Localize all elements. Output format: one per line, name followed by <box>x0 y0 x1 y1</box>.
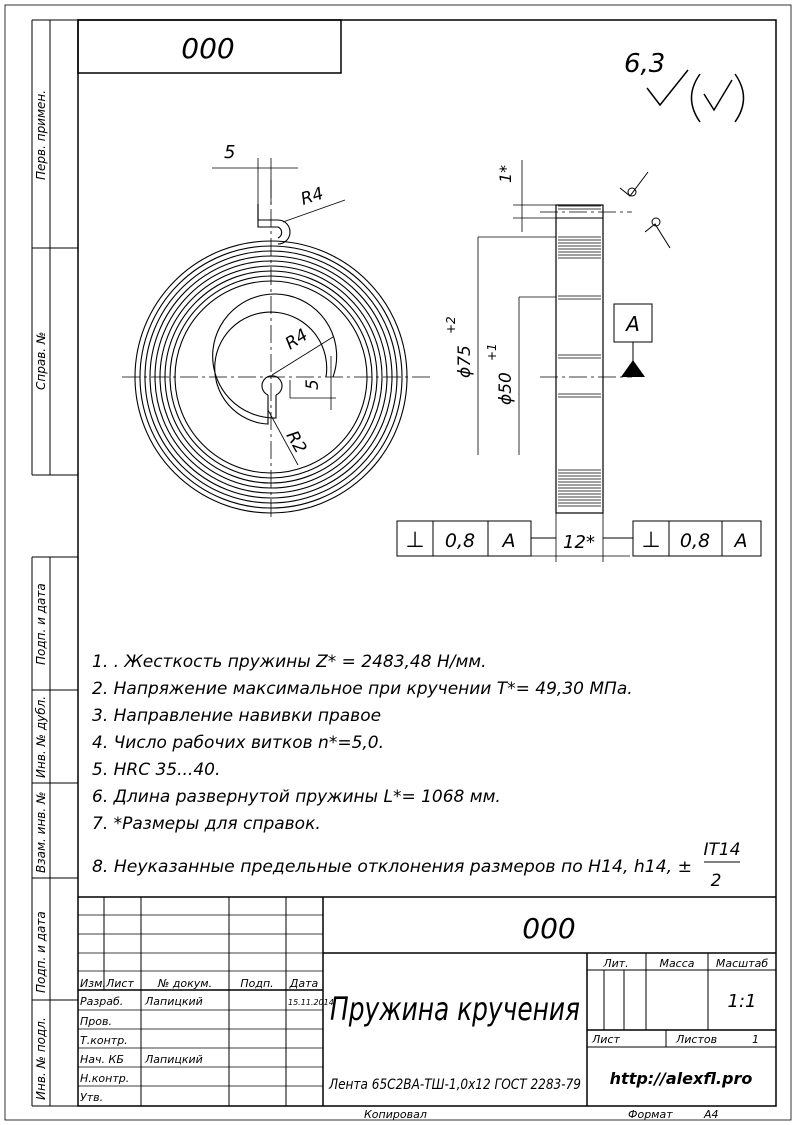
role-utv: Утв. <box>80 1091 104 1104</box>
col-data: Дата <box>289 977 319 990</box>
sheets-label: Листов <box>676 1033 718 1046</box>
tol-left-value: 0,8 <box>444 530 476 552</box>
outer-hook <box>258 204 290 244</box>
note-6: 6. Длина развернутой пружины L*= 1068 мм. <box>92 787 501 807</box>
note-8-denominator: 2 <box>710 871 722 891</box>
side-label-inv-podl: Инв. № подл. <box>34 1017 48 1100</box>
hdr-mass: Масса <box>659 957 695 970</box>
inner-hook <box>262 376 282 395</box>
tol-right-value: 0,8 <box>679 530 711 552</box>
sheets-value: 1 <box>752 1033 759 1046</box>
role-nkontr: Н.контр. <box>80 1072 130 1085</box>
dim-r2: R2 <box>281 427 311 458</box>
tol-right-symbol: ⊥ <box>641 528 661 553</box>
roughness-symbol <box>624 49 744 122</box>
side-label-podp-data-1: Подп. и дата <box>34 583 48 665</box>
spring-side-view <box>444 160 670 562</box>
roughness-parentheses <box>692 74 744 122</box>
hdr-scale: Масштаб <box>715 957 769 970</box>
title-designation: 000 <box>522 912 576 945</box>
dim-5-inner: 5 <box>303 379 323 390</box>
date-razrab: 15.11.2014 <box>288 998 334 1007</box>
note-8: 8. Неуказанные предельные отклонения размеров по H14, h14, ± <box>92 857 692 877</box>
footer-copied: Копировал <box>364 1108 427 1121</box>
note-7: 7. *Размеры для справок. <box>92 814 321 834</box>
top-designation: 000 <box>181 32 235 65</box>
part-name: Пружина кручения <box>330 990 580 1028</box>
col-list: Лист <box>106 977 134 990</box>
note-4: 4. Число рабочих витков n*=5,0. <box>92 733 385 753</box>
tolerance-frame-left <box>397 521 556 556</box>
role-tkontr: Т.контр. <box>80 1034 128 1047</box>
roughness-value: 6,3 <box>624 49 666 79</box>
col-podp: Подп. <box>240 977 274 990</box>
spring-front-view <box>122 142 432 520</box>
role-prov: Пров. <box>80 1015 112 1028</box>
dim-d50: ϕ50 <box>496 372 516 405</box>
side-label-sprav-no: Справ. № <box>34 331 48 390</box>
role-nach-kb: Нач. КБ <box>80 1053 124 1066</box>
col-izm: Изм. <box>80 977 106 990</box>
name-nach-kb: Лапицкий <box>145 1053 203 1066</box>
dim-r4-hook: R4 <box>298 183 327 210</box>
footer-format-value: А4 <box>704 1108 719 1121</box>
datum-letter: A <box>626 312 640 336</box>
side-label-vzam-inv: Взам. инв. № <box>34 791 48 873</box>
website: http://alexfl.pro <box>609 1069 753 1088</box>
side-label-perv-primen: Перв. примен. <box>34 89 48 180</box>
side-label-inv-dubl: Инв. № дубл. <box>34 695 48 778</box>
dim-d75: ϕ75 <box>455 345 475 378</box>
dim-d75-tol: +2 <box>444 316 458 334</box>
dim-d50-tol: +1 <box>485 343 499 361</box>
technical-notes <box>92 652 741 891</box>
dim-5-top: 5 <box>224 142 236 163</box>
note-1: 1. . Жесткость пружины Z* = 2483,48 Н/мм. <box>92 652 487 672</box>
col-doc: № докум. <box>157 977 213 990</box>
note-2: 2. Напряжение максимальное при кручении T*= 49,30 МПа. <box>92 679 633 699</box>
dim-12-star: 12* <box>563 532 595 553</box>
tolerance-frame-right <box>603 521 761 556</box>
material: Лента 65С2ВА-ТШ-1,0х12 ГОСТ 2283-79 <box>328 1077 582 1093</box>
name-razrab: Лапицкий <box>145 995 203 1008</box>
inner-frame <box>78 20 776 1106</box>
scale-value: 1:1 <box>727 991 757 1012</box>
datum-triangle <box>621 360 645 377</box>
title-block <box>78 897 776 1106</box>
note-5: 5. HRC 35...40. <box>92 760 221 780</box>
dim-r4-inner: R4 <box>281 325 312 355</box>
tol-left-base: A <box>502 530 516 552</box>
tol-right-base: A <box>734 530 748 552</box>
dim-1-star: 1* <box>496 164 515 183</box>
side-label-podp-data-2: Подп. и дата <box>34 911 48 993</box>
note-8-numerator: IT14 <box>703 840 741 860</box>
footer-format-label: Формат <box>628 1108 673 1121</box>
role-razrab: Разраб. <box>80 995 124 1008</box>
tol-left-symbol: ⊥ <box>405 528 425 553</box>
note-3: 3. Направление навивки правое <box>92 706 382 726</box>
hdr-lit: Лит. <box>603 957 629 970</box>
sheet-label: Лист <box>592 1033 620 1046</box>
